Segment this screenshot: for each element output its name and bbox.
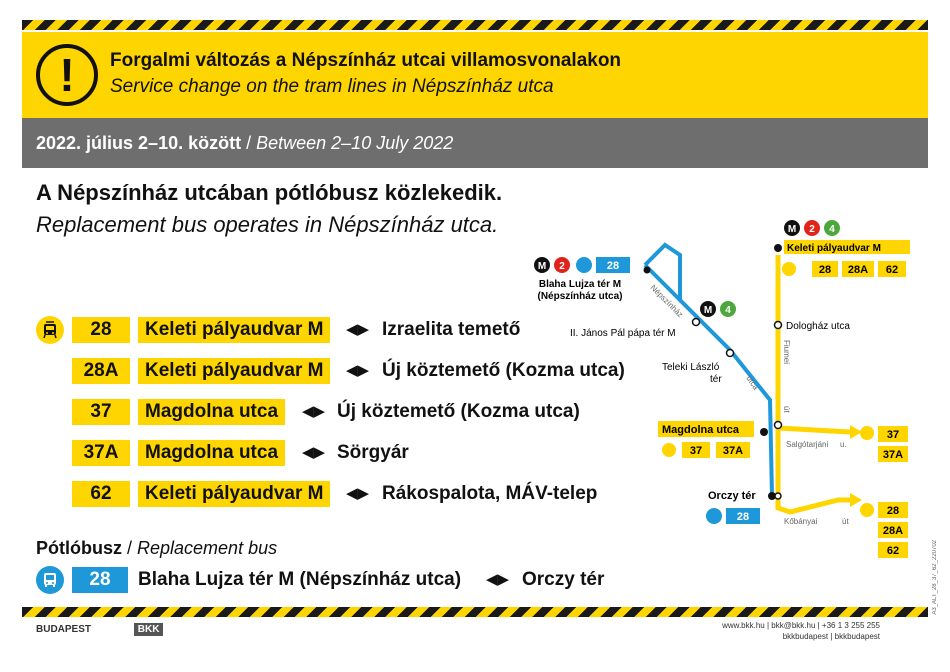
- bidirectional-arrow-icon: ◀▶: [302, 403, 326, 420]
- svg-text:2: 2: [559, 261, 565, 272]
- svg-text:(Népszínház utca): (Népszínház utca): [537, 291, 623, 302]
- bidirectional-arrow-icon: ◀▶: [346, 485, 370, 502]
- bidirectional-arrow-icon: ◀▶: [346, 362, 370, 379]
- stop-dot-janos-pal: [693, 319, 700, 326]
- route-destination: Új köztemető (Kozma utca): [337, 401, 580, 422]
- route-origin: Magdolna utca: [138, 399, 285, 425]
- document-code: A3_ALT_28_37_62_220702: [932, 540, 938, 615]
- svg-text:tér: tér: [710, 374, 722, 385]
- replacement-bus-number: 28: [72, 567, 128, 593]
- bus-icon: [706, 508, 722, 524]
- bus-icon: [36, 566, 64, 594]
- replacement-destination: Orczy tér: [522, 569, 605, 590]
- route-destination: Rákospalota, MÁV-telep: [382, 483, 598, 504]
- date-english: Between 2–10 July 2022: [256, 133, 454, 153]
- tram-icon: [860, 426, 874, 440]
- svg-text:II. János Pál pápa tér M: II. János Pál pápa tér M: [570, 328, 676, 339]
- svg-text:Salgótarjáni: Salgótarjáni: [786, 440, 829, 449]
- stop-dot-magdolna: [760, 428, 768, 436]
- header-banner: [22, 32, 928, 118]
- route-destination: Izraelita temető: [382, 319, 521, 340]
- date-hungarian: 2022. július 2–10. között: [36, 133, 242, 153]
- title-hungarian: Forgalmi változás a Népszínház utcai villamosvonalakon: [110, 50, 622, 71]
- tram-icon: [860, 503, 874, 517]
- stop-dot-keleti: [774, 244, 782, 252]
- main-message-hungarian: A Népszínház utcában pótlóbusz közlekedik.: [36, 180, 503, 205]
- route-number: 28A: [72, 358, 130, 384]
- top-hazard-stripe: [22, 20, 928, 30]
- svg-text:Blaha Lujza tér M: Blaha Lujza tér M: [538, 279, 622, 290]
- date-band: [22, 118, 928, 168]
- footer-contact: [722, 620, 880, 642]
- route-map: [520, 210, 920, 560]
- svg-text:62: 62: [886, 545, 900, 557]
- replacement-title-english: Replacement bus: [137, 538, 278, 558]
- bidirectional-arrow-icon: ◀▶: [302, 444, 326, 461]
- social-line: bkkbudapest | bkkbudapest: [782, 632, 880, 641]
- svg-text:37: 37: [886, 429, 900, 441]
- svg-text:Dologház utca: Dologház utca: [786, 321, 850, 332]
- warning-icon: !: [36, 44, 98, 106]
- tram-icon: [36, 316, 64, 344]
- svg-text:u.: u.: [840, 440, 847, 449]
- svg-text:28: 28: [886, 505, 900, 517]
- svg-text:4: 4: [829, 224, 835, 235]
- route-number: 37A: [72, 440, 130, 466]
- tram-icon: [662, 443, 676, 457]
- budapest-logo: BUDAPEST: [36, 624, 92, 635]
- svg-text:37A: 37A: [882, 449, 904, 461]
- route-origin: Magdolna utca: [138, 440, 285, 466]
- svg-text:28: 28: [736, 511, 750, 523]
- bus-icon: [576, 257, 592, 273]
- bidirectional-arrow-icon: ◀▶: [346, 321, 370, 338]
- svg-text:Népszínház: Népszínház: [648, 283, 685, 320]
- svg-text:Orczy tér: Orczy tér: [708, 490, 756, 502]
- title-english: Service change on the tram lines in Népszínház utca: [110, 76, 554, 97]
- replacement-separator: /: [122, 538, 138, 558]
- svg-text:2: 2: [809, 224, 815, 235]
- contact-line: www.bkk.hu | bkk@bkk.hu | +36 1 3 255 255: [722, 621, 880, 630]
- tram-line-salgotarjani: [778, 428, 850, 432]
- bottom-hazard-stripe: [22, 607, 928, 617]
- svg-text:út: út: [782, 406, 791, 413]
- route-origin: Keleti pályaudvar M: [138, 358, 330, 384]
- date-separator: /: [241, 133, 257, 153]
- replacement-title-hungarian: Pótlóbusz: [36, 538, 122, 558]
- svg-text:28: 28: [818, 264, 832, 276]
- svg-text:37: 37: [689, 445, 703, 457]
- svg-text:37A: 37A: [722, 445, 744, 457]
- svg-text:M: M: [537, 261, 547, 272]
- svg-text:28A: 28A: [882, 525, 904, 537]
- footer-logos: [36, 624, 163, 635]
- replacement-bus-heading: [36, 538, 277, 559]
- route-number: 62: [72, 481, 130, 507]
- bkk-logo: BKK: [134, 623, 164, 636]
- svg-text:62: 62: [885, 264, 899, 276]
- tram-line-fiumei: [778, 255, 850, 512]
- svg-text:utca: utca: [744, 373, 761, 392]
- stop-dot-teleki: [727, 350, 734, 357]
- svg-text:4: 4: [725, 305, 731, 316]
- svg-text:Teleki László: Teleki László: [662, 362, 720, 373]
- route-origin: Keleti pályaudvar M: [138, 481, 330, 507]
- bidirectional-arrow-icon: ◀▶: [486, 571, 510, 588]
- svg-text:Magdolna utca: Magdolna utca: [662, 424, 740, 436]
- svg-text:Kőbányai: Kőbányai: [784, 517, 818, 526]
- route-origin: Keleti pályaudvar M: [138, 317, 330, 343]
- svg-text:M: M: [703, 305, 713, 316]
- stop-dot-orczy-tram: [775, 493, 781, 499]
- svg-text:28: 28: [606, 260, 620, 272]
- arrow-icon: [850, 493, 862, 507]
- svg-text:M: M: [787, 224, 797, 235]
- stop-dot-blaha: [644, 267, 651, 274]
- main-message-english: Replacement bus operates in Népszínház utca.: [36, 212, 499, 237]
- route-number: 28: [72, 317, 130, 343]
- svg-text:28A: 28A: [847, 264, 869, 276]
- replacement-origin: Blaha Lujza tér M (Népszínház utca): [138, 569, 462, 590]
- route-destination: Sörgyár: [337, 442, 409, 463]
- route-destination: Új köztemető (Kozma utca): [382, 360, 625, 381]
- svg-text:Keleti pályaudvar M: Keleti pályaudvar M: [787, 243, 881, 254]
- stop-dot-dologhaz: [775, 322, 782, 329]
- svg-text:út: út: [842, 517, 849, 526]
- svg-text:Fiumei: Fiumei: [782, 340, 791, 365]
- tram-icon: [782, 262, 796, 276]
- route-number: 37: [72, 399, 130, 425]
- stop-dot-salgo: [775, 422, 782, 429]
